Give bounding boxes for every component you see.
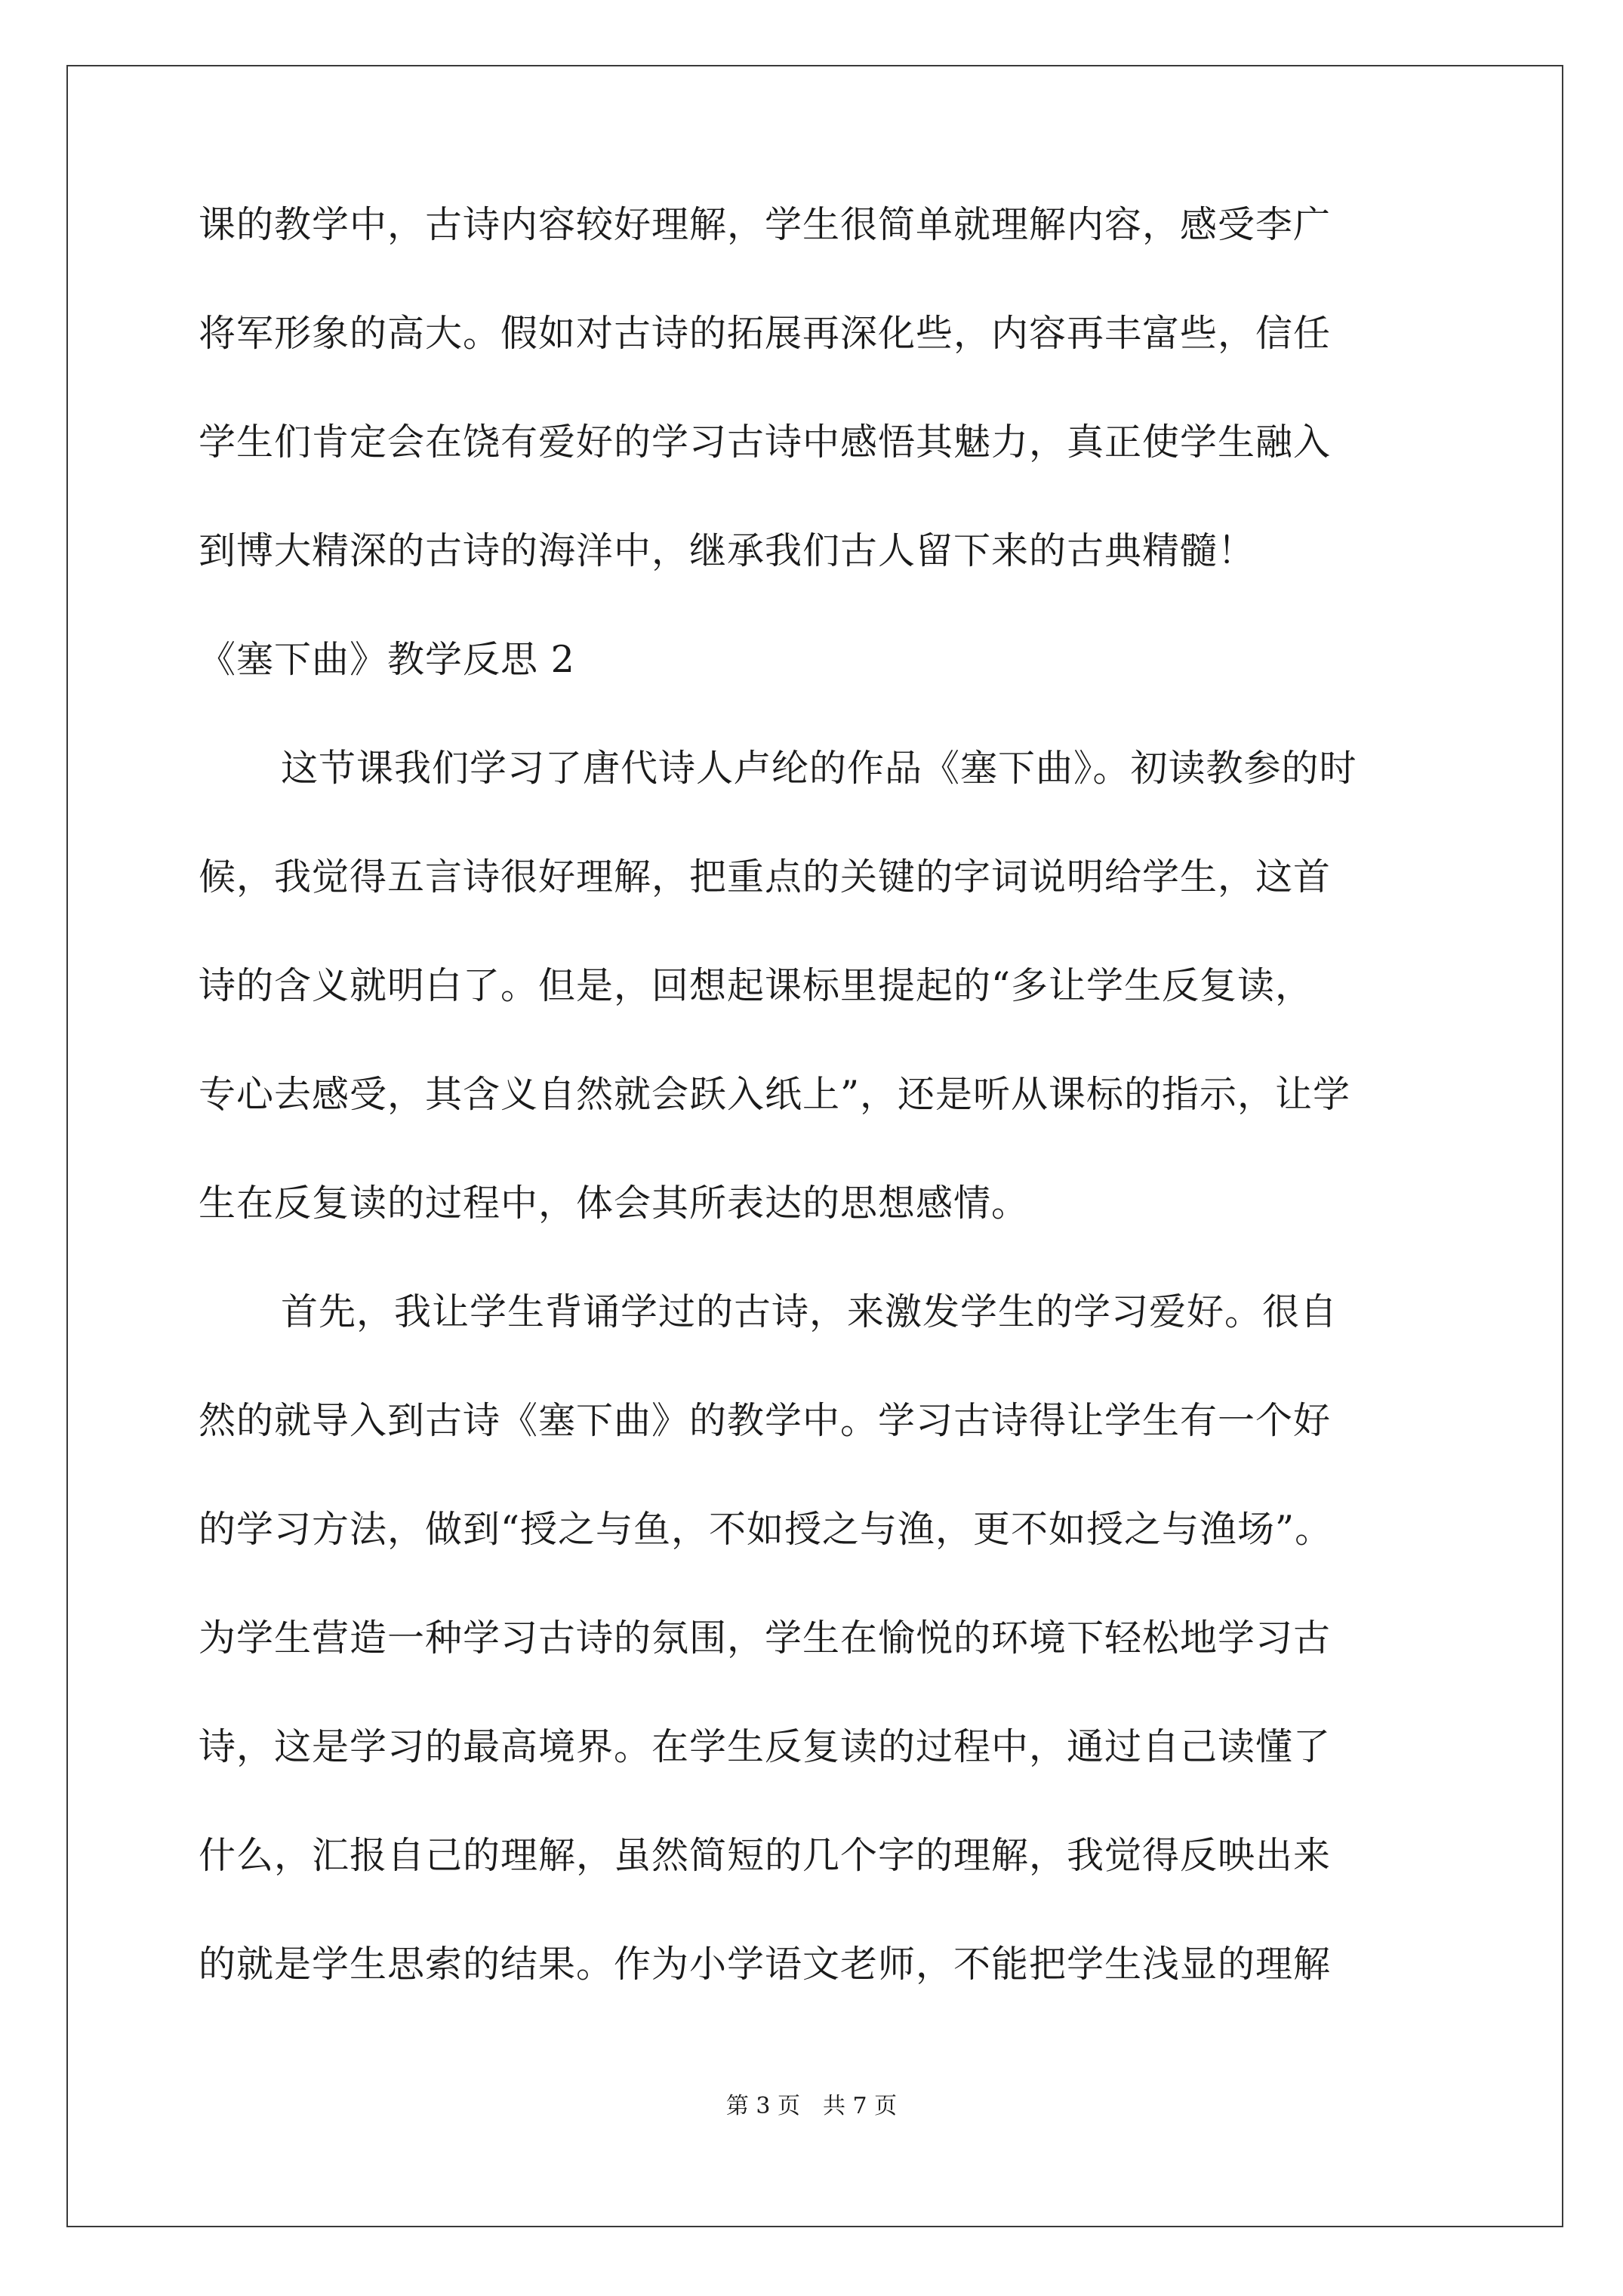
text-line: 专心去感受，其含义自然就会跃入纸上”，还是听从课标的指示，让学 [199,1073,1351,1116]
text-line: 学生们肯定会在饶有爱好的学习古诗中感悟其魅力，真正使学生融入 [199,421,1332,464]
document-body [199,202,1437,2051]
page-number-footer: 第 3 页 共 7 页 [725,2093,898,2119]
text-line: 诗，这是学习的最高境界。在学生反复读的过程中，通过自己读懂了 [199,1725,1332,1768]
paragraph-first-line: 这节课我们学习了唐代诗人卢纶的作品《塞下曲》。初读教参的时 [281,747,1357,790]
paragraph-first-line: 首先，我让学生背诵学过的古诗，来激发学生的学习爱好。很自 [281,1290,1338,1333]
text-line: 候，我觉得五言诗很好理解，把重点的关键的字词说明给学生，这首 [199,855,1332,898]
section-heading: 《塞下曲》教学反思 2 [199,638,575,681]
text-line: 什么，汇报自己的理解，虽然简短的几个字的理解，我觉得反映出来 [199,1834,1332,1877]
text-line: 的学习方法，做到“授之与鱼，不如授之与渔，更不如授之与渔场”。 [199,1508,1333,1551]
text-line: 诗的含义就明白了。但是，回想起课标里提起的“多让学生反复读， [199,964,1313,1007]
text-line: 的就是学生思索的结果。作为小学语文老师，不能把学生浅显的理解 [199,1943,1332,1986]
text-line: 到博大精深的古诗的海洋中，继承我们古人留下来的古典精髓！ [199,529,1256,572]
text-line: 然的就导入到古诗《塞下曲》的教学中。学习古诗得让学生有一个好 [199,1399,1332,1442]
text-line: 为学生营造一种学习古诗的氛围，学生在愉悦的环境下轻松地学习古 [199,1616,1332,1660]
text-line: 课的教学中，古诗内容较好理解，学生很简单就理解内容，感受李广 [199,203,1332,246]
text-line: 生在反复读的过程中，体会其所表达的思想感情。 [199,1182,1030,1225]
text-line: 将军形象的高大。假如对古诗的拓展再深化些，内容再丰富些，信任 [199,312,1332,355]
